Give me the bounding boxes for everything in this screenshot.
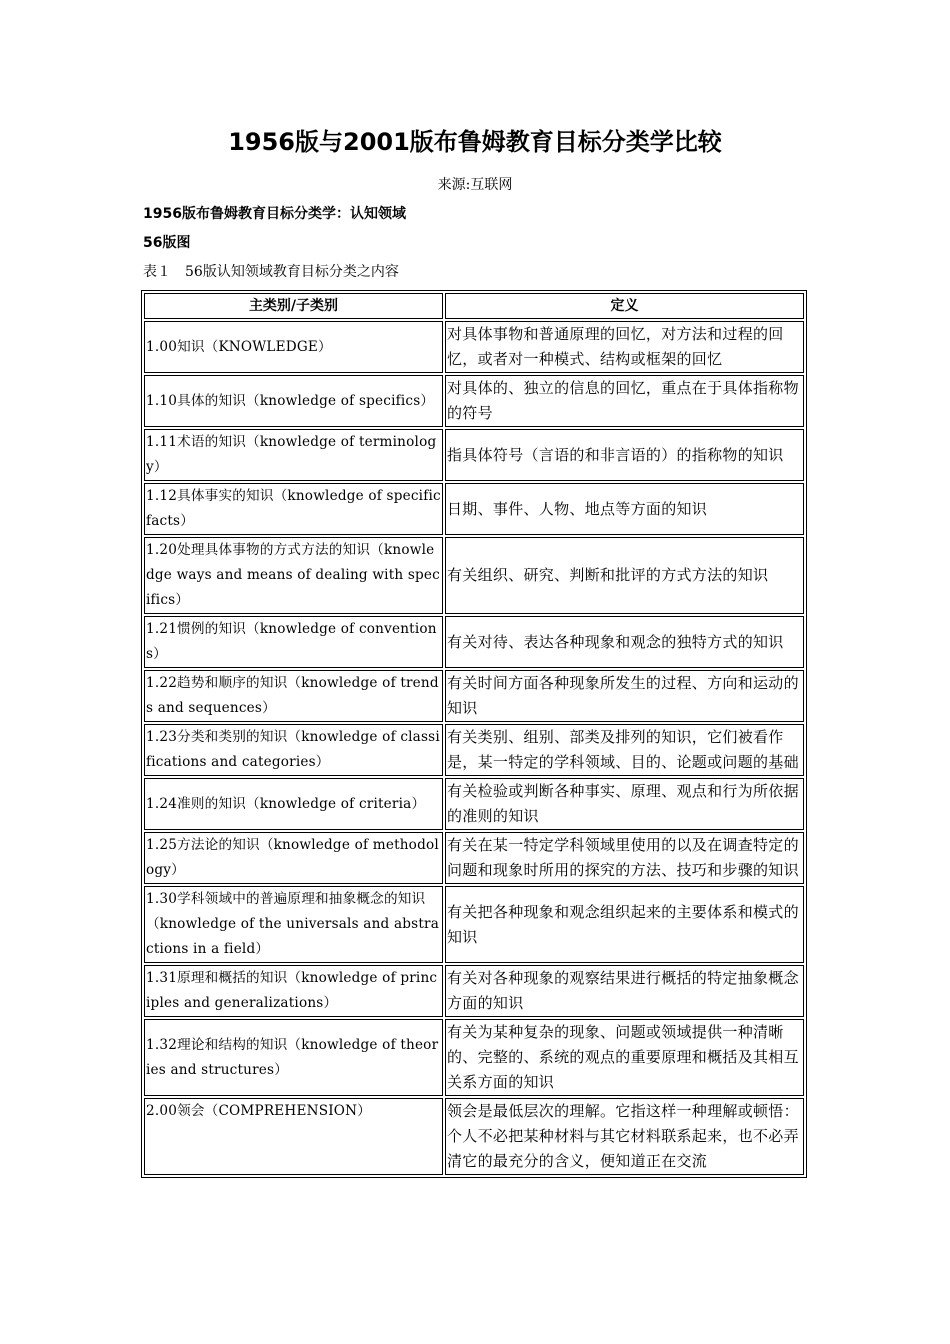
table-row (144, 616, 804, 668)
category-cell: 1.25方法论的知识（knowledge of methodology） (144, 832, 443, 884)
table-row (144, 778, 804, 830)
category-cell: 1.12具体事实的知识（knowledge of specific facts） (144, 483, 443, 535)
definition-cell (445, 1098, 804, 1175)
category-cell: 2.00领会（COMPREHENSION） (144, 1098, 443, 1175)
section-heading: 1956版布鲁姆教育目标分类学：认知领域 (143, 206, 406, 222)
header-category: 主类别/子类别 (144, 293, 443, 319)
source-line: 来源:互联网 (437, 177, 513, 193)
table-row (144, 832, 804, 884)
category-cell: 1.22趋势和顺序的知识（knowledge of trends and sequences） (144, 670, 443, 722)
definition-cell: 有关组织、研究、判断和批评的方式方法的知识 (445, 537, 804, 614)
table-row (144, 375, 804, 427)
definition-cell: 日期、事件、人物、地点等方面的知识 (445, 483, 804, 535)
definition-cell: 有关类别、组别、部类及排列的知识，它们被看作是，某一特定的学科领域、目的、论题或问题的基础 (445, 724, 804, 776)
table-header-row (144, 293, 804, 319)
category-cell: 1.11术语的知识（knowledge of terminology） (144, 429, 443, 481)
table-row (144, 886, 804, 963)
definition-cell: 对具体事物和普通原理的回忆，对方法和过程的回忆，或者对一种模式、结构或框架的回忆 (445, 321, 804, 373)
category-cell: 1.32理论和结构的知识（knowledge of theories and structures） (144, 1019, 443, 1096)
category-cell: 1.21惯例的知识（knowledge of conventions） (144, 616, 443, 668)
table-row (144, 1019, 804, 1096)
table-row (144, 321, 804, 373)
category-cell: 1.10具体的知识（knowledge of specifics） (144, 375, 443, 427)
category-cell: 1.31原理和概括的知识（knowledge of principles and generalizations） (144, 965, 443, 1017)
table-caption: 表１ 56版认知领域教育目标分类之内容 (143, 264, 399, 280)
category-cell: 1.30学科领域中的普遍原理和抽象概念的知识（knowledge of the universals and abstractions in a field） (144, 886, 443, 963)
header-definition: 定义 (445, 293, 804, 319)
table-row (144, 537, 804, 614)
category-cell: 1.20处理具体事物的方式方法的知识（knowledge ways and means of dealing with specifics） (144, 537, 443, 614)
definition-cell: 有关为某种复杂的现象、问题或领域提供一种清晰的、完整的、系统的观点的重要原理和概括及其相互关系方面的知识 (445, 1019, 804, 1096)
table-row (144, 429, 804, 481)
definition-cell: 有关检验或判断各种事实、原理、观点和行为所依据的准则的知识 (445, 778, 804, 830)
definition-cell: 对具体的、独立的信息的回忆，重点在于具体指称物的符号 (445, 375, 804, 427)
taxonomy-table (141, 290, 807, 1178)
table-row (144, 724, 804, 776)
definition-cell: 有关把各种现象和观念组织起来的主要体系和模式的知识 (445, 886, 804, 963)
definition-cell: 指具体符号（言语的和非言语的）的指称物的知识 (445, 429, 804, 481)
document-title: 1956版与2001版布鲁姆教育目标分类学比较 (228, 128, 722, 156)
category-cell: 1.24准则的知识（knowledge of criteria） (144, 778, 443, 830)
category-cell: 1.23分类和类别的知识（knowledge of classifications and categories） (144, 724, 443, 776)
table-row (144, 670, 804, 722)
category-cell: 1.00知识（KNOWLEDGE） (144, 321, 443, 373)
table-row (144, 1098, 804, 1175)
table-row (144, 965, 804, 1017)
figure-subheading: 56版图 (143, 235, 191, 251)
definition-cell: 有关对各种现象的观察结果进行概括的特定抽象概念方面的知识 (445, 965, 804, 1017)
definition-cell: 有关对待、表达各种现象和观念的独特方式的知识 (445, 616, 804, 668)
definition-cell: 有关在某一特定学科领域里使用的以及在调查特定的问题和现象时所用的探究的方法、技巧和步骤的知识 (445, 832, 804, 884)
definition-cell: 有关时间方面各种现象所发生的过程、方向和运动的知识 (445, 670, 804, 722)
table-row (144, 483, 804, 535)
definition-text: 领会是最低层次的理解。它指这样一种理解或顿悟：个人不必把某种材料与其它材料联系起来，也不必弄清它的最充分的含义，便知道正在交流 (447, 1102, 799, 1170)
